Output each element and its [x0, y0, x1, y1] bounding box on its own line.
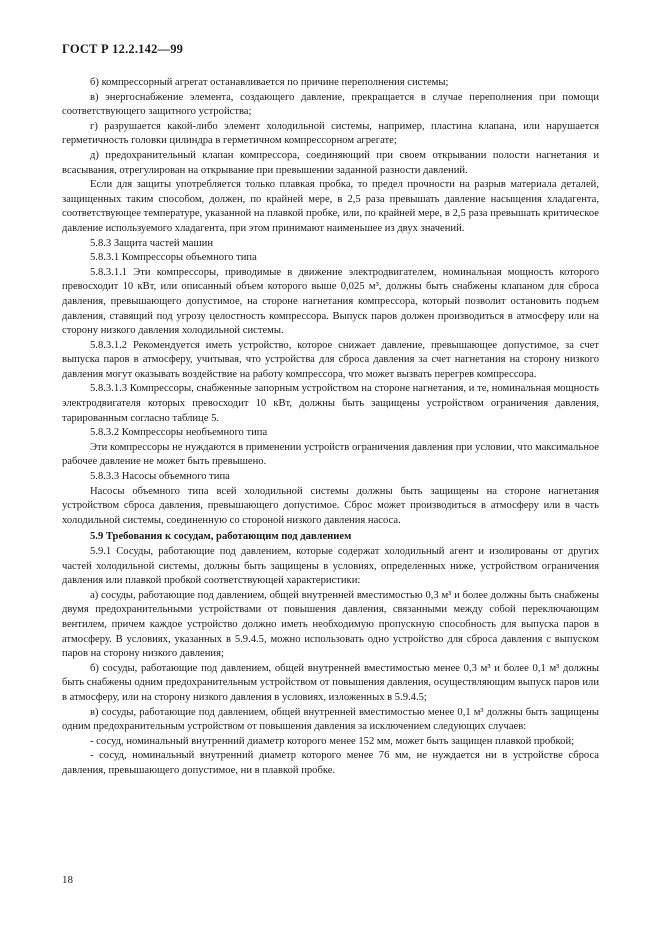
section-heading: 5.8.3.1 Компрессоры объемного типа	[90, 252, 257, 264]
paragraph: 5.8.3.1.2 Рекомендуется иметь устройство, которое снижает давление, превышающее допустимое, за счет выпуска паров в атмосферу, учитывая, что устройства для сброса давления за счет нагнетания на сторону низкого давления могут оказывать воздействие на работу компрессора, что может вызвать перегрев компрессора.	[62, 339, 599, 380]
paragraph: в) энергоснабжение элемента, создающего давление, прекращается в случае переполнения при помощи соответствующего защитного устройства;	[62, 91, 599, 118]
paragraph: Насосы объемного типа всей холодильной системы должны быть защищены на стороне нагнетания устройством сброса давления, превышающего допустимое. Сброс может производиться в атмосферу или в часть холодильной системы, соединенную со стороной низкого давления насоса.	[62, 485, 599, 526]
paragraph: б) компрессорный агрегат останавливается по причине переполнения системы;	[90, 77, 449, 88]
document-body	[62, 76, 599, 779]
paragraph: в) сосуды, работающие под давлением, общей внутренней вместимостью менее 0,1 м³ должны быть защищены одним предохранительным устройством от повышения давления за исключением следующих случаев:	[62, 706, 599, 733]
section-heading: 5.8.3.3 Насосы объемного типа	[90, 471, 230, 483]
paragraph: 5.8.3.1.3 Компрессоры, снабженные запорным устройством на стороне нагнетания, и те, номинальная мощность электродвигателя которых превосходит 10 кВт, должны быть защищены устройством ограничения давления, тарированным согласно таблице 5.	[62, 383, 599, 424]
list-item: - сосуд, номинальный внутренний диаметр которого менее 152 мм, может быть защищен плавкой пробкой;	[90, 735, 575, 747]
page-number: 18	[62, 874, 73, 886]
paragraph: г) разрушается какой-либо элемент холодильной системы, например, пластина клапана, или нарушается герметичность головки цилиндра в герметичном компрессорном агрегате;	[62, 120, 599, 147]
paragraph: д) предохранительный клапан компрессора, соединяющий при своем открывании полости нагнетания и всасывания, отрегулирован на открывание при превышении заданной разности давлений.	[62, 149, 599, 176]
paragraph: 5.8.3.1.1 Эти компрессоры, приводимые в движение электродвигателем, номинальная мощность которого превосходит 10 кВт, или описанный объем которого выше 0,025 м³, должны быть снабжены клапаном для сброса давления, превышающего допустимое, на стороне нагнетания компрессора, который позволит остановить подъем давления, ставящий под угрозу целостность компрессора. Выпуск паров должен производиться в атмосферу или на сторону низкого давления холодильной системы.	[62, 266, 599, 337]
section-heading: 5.8.3 Защита частей машин	[90, 237, 213, 249]
paragraph: 5.9.1 Сосуды, работающие под давлением, которые содержат холодильный агент и изолированы от других частей холодильной системы, должны быть защищены в условиях, определенных ниже, устройством ограничения давления или плавкой пробкой соответствующей характеристики:	[62, 546, 599, 587]
section-heading: 5.8.3.2 Компрессоры необъемного типа	[90, 427, 268, 439]
list-item: - сосуд, номинальный внутренний диаметр которого менее 76 мм, не нуждается ни в устройстве сброса давления, превышающего допустимое, ни в плавкой пробке.	[62, 750, 599, 776]
page-header-title: ГОСТ Р 12.2.142—99	[62, 42, 184, 56]
paragraph: а) сосуды, работающие под давлением, общей внутренней вместимостью 0,3 м³ и более должны быть снабжены двумя предохранительными устройствами от повышения давления, связанными между собой переключающим вентилем, причем каждое устройство должно иметь необходимую пропускную способность для выпуска паров в атмосферу. В условиях, указанных в 5.9.4.5, можно использовать одно устройство для сброса давления с выпуском паров на сторону низкого давления;	[62, 589, 599, 660]
paragraph: Если для защиты употребляется только плавкая пробка, то предел прочности на разрыв материала деталей, защищенных таким способом, должен, по крайней мере, в 2,5 раза превышать давление насыщения хладагента, соответствующее температуре, указанной на плавкой пробке, или, по крайней мере, в 2,5 раза превышать критическое давление используемого хладагента, при этом принимают наименьшее из двух значений.	[62, 179, 599, 234]
paragraph: б) сосуды, работающие под давлением, общей внутренней вместимостью менее 0,3 м³ и более 0,1 м³ должны быть снабжены одним предохранительным устройством от повышения давления, осуществляющим выпуск паров или в атмосферу, или на сторону низкого давления в условиях, изложенных в 5.9.4.5;	[62, 662, 599, 703]
paragraph: Эти компрессоры не нуждаются в применении устройств ограничения давления при условии, что максимальное рабочее давление не может быть превышено.	[62, 441, 599, 468]
section-heading-bold: 5.9 Требования к сосудам, работающим под давлением	[90, 531, 352, 543]
